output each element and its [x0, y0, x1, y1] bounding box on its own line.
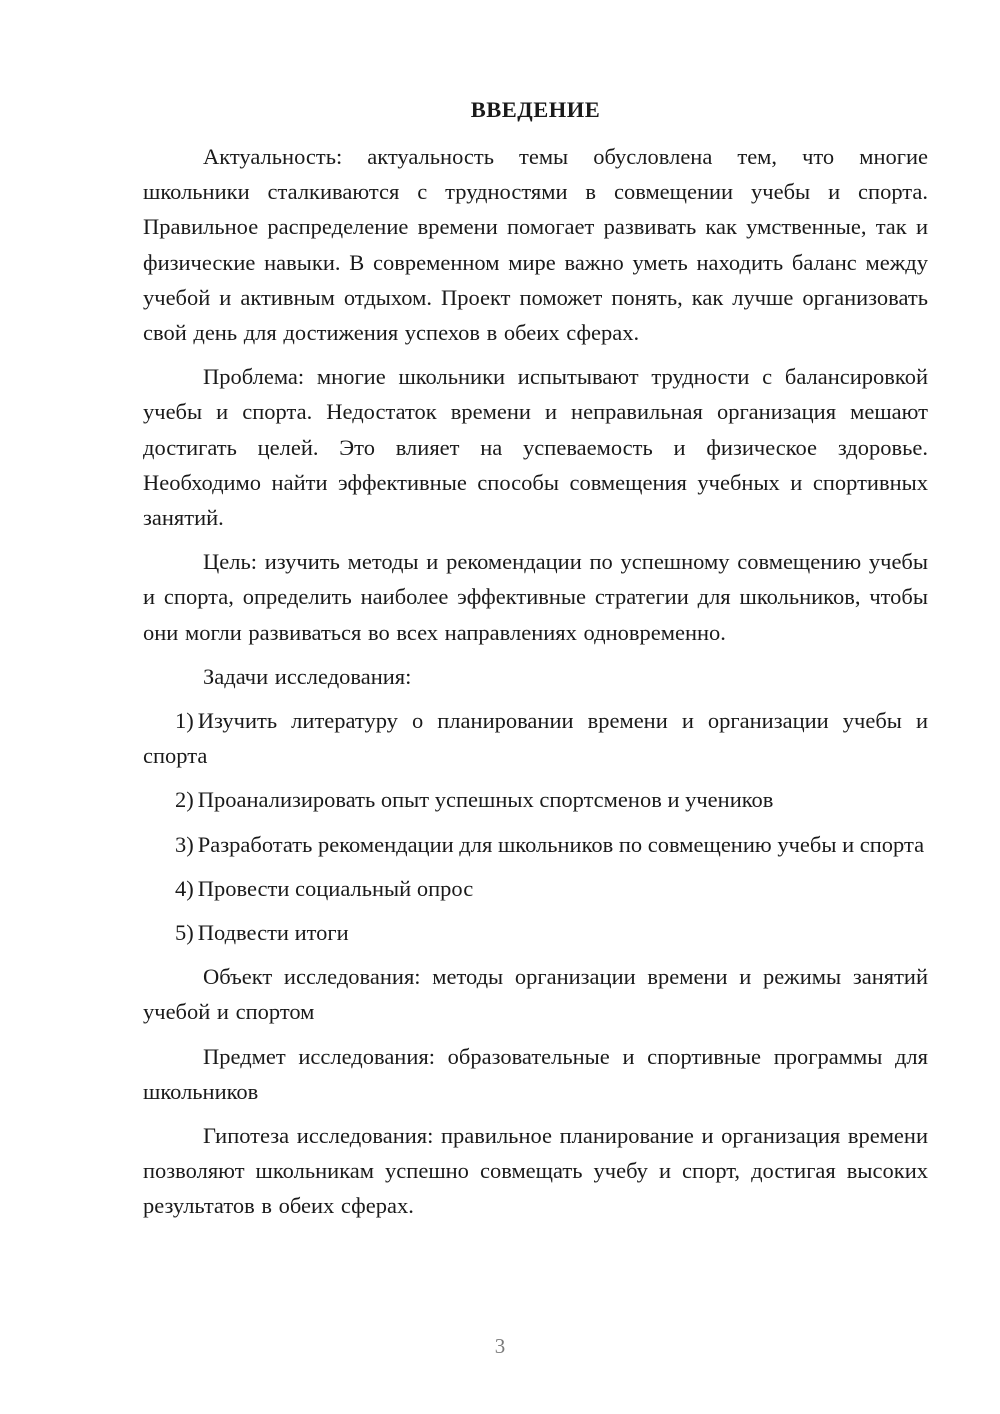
paragraph-tasks-heading: Задачи исследования: — [203, 663, 412, 689]
task-number: 4) — [175, 875, 194, 901]
tasks-list — [143, 703, 928, 950]
paragraph-problem: Проблема: многие школьники испытывают трудности с балансировкой учебы и спорта. Недостаток времени и неправильная организация мешают достигать целей. Это влияет на успеваемость и физическое здоровье. Необходимо найти эффективные способы совмещения учебных и спортивных занятий. — [143, 364, 928, 531]
task-number: 2) — [175, 787, 194, 813]
task-item-2 — [143, 782, 928, 817]
paragraph-object: Объект исследования: методы организации времени и режимы занятий учебой и спортом — [143, 964, 928, 1025]
task-item-4 — [143, 871, 928, 906]
document-page — [143, 95, 928, 1233]
task-item-5 — [143, 915, 928, 950]
task-number: 5) — [175, 920, 194, 946]
document-heading: ВВЕДЕНИЕ — [470, 97, 601, 122]
task-item-3 — [143, 827, 928, 862]
task-item-1 — [143, 703, 928, 773]
task-number: 3) — [175, 831, 194, 857]
task-text: Провести социальный опрос — [197, 875, 474, 901]
paragraph-subject: Предмет исследования: образовательные и спортивные программы для школьников — [143, 1043, 928, 1104]
page-number: 3 — [494, 1334, 506, 1358]
paragraph-relevance: Актуальность: актуальность темы обусловлена тем, что многие школьники сталкиваются с трудностями в совмещении учебы и спорта. Правильное распределение времени помогает развивать как умственные, так и физические навыки. В современном мире важно уметь находить баланс между учебой и активным отдыхом. Проект поможет понять, как лучше организовать свой день для достижения успехов в обеих сферах. — [143, 144, 928, 346]
task-text: Разработать рекомендации для школьников по совмещению учебы и спорта — [197, 831, 925, 857]
task-text: Изучить литературу о планировании времени и организации учебы и спорта — [143, 708, 928, 769]
paragraph-goal: Цель: изучить методы и рекомендации по успешному совмещению учебы и спорта, определить наиболее эффективные стратегии для школьников, чтобы они могли развиваться во всех направлениях одновременно. — [143, 549, 928, 645]
task-number: 1) — [175, 708, 194, 734]
task-text: Подвести итоги — [197, 920, 349, 946]
task-text: Проанализировать опыт успешных спортсменов и учеников — [197, 787, 774, 813]
paragraph-hypothesis: Гипотеза исследования: правильное планирование и организация времени позволяют школьникам успешно совмещать учебу и спорт, достигая высоких результатов в обеих сферах. — [143, 1123, 928, 1219]
